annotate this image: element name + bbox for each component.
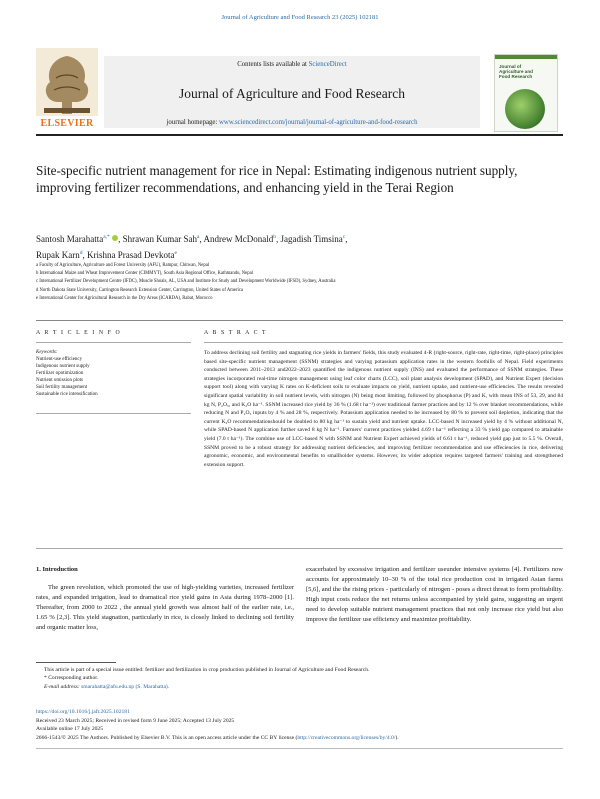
contents-available-line	[104, 61, 480, 68]
cover-title: Journal of Agriculture and Food Research	[499, 64, 533, 80]
cover-band	[495, 55, 557, 59]
introduction-right-column	[306, 565, 563, 624]
header-divider	[36, 134, 563, 136]
introduction-paragraph: exacerbated by excessive irrigation and fertilizer useunder intensive systems [4]. Fertilizers now accounts for approximately 10–30 % of the total rice production cost in irrigated Asian farms [5,6], and the the rising prices - particularly of nitrogen - poses a direct threat to form profitability. High input costs reduce the net returns unless accompanied by yield gains, suggesting an urgent need to develop suitable nutrient management practices that not only increase rice yield but also improve the fertilizer use efficiency and maximize profitability.	[306, 566, 563, 623]
introduction-heading: 1. Introduction	[36, 566, 78, 573]
keywords-block	[36, 349, 191, 398]
corresponding-author-note: * Corresponding author.	[44, 675, 99, 682]
affiliation-item: d North Dakota State University, Carrington Research Extension Center, Carrington, United States of America	[36, 287, 244, 293]
keyword-item: Soil fertility management	[36, 385, 88, 390]
keywords-rule	[36, 413, 191, 414]
journal-citation[interactable]: Journal of Agriculture and Food Research 23 (2025) 102181	[221, 14, 379, 21]
cover-image	[505, 89, 545, 129]
keyword-item: Indigenous nutrient supply	[36, 364, 90, 369]
footnotes	[36, 666, 563, 691]
doi-link[interactable]: https://doi.org/10.1016/j.jafr.2025.102181	[36, 709, 130, 715]
introduction-left-column	[36, 583, 294, 633]
affiliation-item: a Faculty of Agriculture, Agriculture and Forest University (AFU), Rampur, Chitwan, Nepal	[36, 263, 210, 268]
license-line	[36, 734, 563, 743]
abstract-rule	[204, 342, 563, 343]
abstract-end-rule	[36, 548, 563, 549]
article-title: Site-specific nutrient management for rice in Nepal: Estimating indigenous nutrient supply, improving fertilizer recommendations, and enhancing yield in the Terai Region	[36, 163, 518, 195]
affiliation-list	[36, 262, 556, 303]
homepage-prefix: journal homepage:	[166, 119, 219, 126]
author-name[interactable]: Santosh Marahatta	[36, 234, 104, 244]
received-dates: Received 23 March 2025; Received in revised form 9 June 2025; Accepted 13 July 2025	[36, 717, 235, 724]
footnote-rule	[36, 662, 116, 663]
article-info-rule	[36, 342, 191, 343]
affiliation-item: e International Center for Agricultural Research in the Dry Areas (ICARDA), Rabat, Morocco	[36, 295, 213, 301]
article-info-heading: A R T I C L E I N F O	[36, 330, 122, 336]
author-affil-mark[interactable]: d	[79, 250, 83, 256]
author-affil-mark[interactable]: c	[342, 234, 346, 240]
keywords-label: Keywords:	[36, 350, 58, 355]
author-name[interactable]: Jagadish Timsina	[280, 234, 343, 244]
author-affil-mark[interactable]: e	[174, 250, 177, 256]
abstract-heading: A B S T R A C T	[204, 330, 268, 336]
sciencedirect-link[interactable]: ScienceDirect	[308, 61, 347, 68]
keyword-item: Fertilizer opotimization	[36, 371, 84, 376]
author-affil-mark[interactable]: a	[197, 234, 200, 240]
footer-rule	[36, 748, 563, 749]
elsevier-wordmark[interactable]: ELSEVIER	[40, 118, 94, 129]
keyword-item: Nutrient omission plots	[36, 378, 83, 383]
keyword-item: Nutrient-use efficiency	[36, 357, 83, 362]
affiliation-item: b International Maize and Wheat Improvement Center (CIMMYT), South Asia Regional Office, Kathmandu, Nepal	[36, 271, 253, 277]
available-online: Available online 17 July 2025	[36, 726, 104, 732]
license-suffix: ).	[395, 734, 399, 741]
journal-homepage-line	[104, 119, 480, 126]
author-name[interactable]: Rupak Karn	[36, 250, 80, 260]
author-name[interactable]: Shrawan Kumar Sah	[122, 234, 198, 244]
publication-info	[36, 708, 563, 742]
author-name[interactable]: Krishna Prasad Devkota	[87, 250, 175, 260]
email-label: E-mail address:	[44, 683, 82, 690]
contents-prefix: Contents lists available at	[237, 61, 309, 68]
journal-homepage-link[interactable]: www.sciencedirect.com/journal/journal-of-agriculture-and-food-research	[219, 119, 418, 126]
author-name[interactable]: Andrew McDonald	[203, 234, 274, 244]
orcid-icon[interactable]	[112, 235, 118, 241]
email-link[interactable]: smarahatta@afu.edu.np (S. Marahatta).	[81, 683, 170, 690]
license-link[interactable]: http://creativecommons.org/licenses/by/4.0/	[297, 734, 396, 741]
keyword-item: Sustainable rice intensification	[36, 392, 98, 397]
author-affil-mark[interactable]: a,*	[103, 234, 110, 240]
email-line	[36, 683, 563, 691]
author-list: Santosh Marahatta$^{a,*}$ , Shrawan Kumar Sah$^a$, Andrew McDonald$^b$, Jagadish Timsina$^c$, Rupak Karn$^d$, Krishna Prasad Devkota$^e$	[36, 234, 348, 260]
abstract-body: To address declining soil fertility and stagnating rice yields in farmers' fields, this study evaluated 4-R (right-source, right-rate, right-time, right-place) principles based site-specific nutrient management (SSNM) strategies and varying potassium application rates in the western foothills of Nepal. Field experiments conducted between 2011–2013 and2022–2023 quantified the indigenous nutrient supply (INS) and evaluated the performance of SSNM strategies. These strategies incorporated real-time nitrogen management using leaf color charts (LCC), soil plant analysis development (SPAD), and Nutrient Expert (decision support tool) along with varying K rates on K-deficient soils to evaluate impacts on yield, nutrient uptake, and nutrient-use efficiencies. The results revealed significant spatial variability in soil nutrient levels, with nitrogen (N) being most limiting, followed by phosphorus (P) and K, with mean INS of 53, 29, and 84 kg N, P₂O₅, and K₂O ha⁻¹. SSNM increased rice yield by 36 % (1.68 t ha⁻¹) over traditional farmer practices and by 12 % over blanket recommendations, while reducing N and P₂O₅ inputs by 4 % and 28 %, respectively. Potassium application needed to be increased by 80 % to prevent soil depletion, indicating that the current K₂O recommendationshould be doubled to 80 kg ha⁻¹ to sustain yield and nutrient uptake. LCC-based N increased yield by 4 % without additional N, while SPAD-based N application further saved 8 kg N ha⁻¹. Farmers' current practices yielded 4.69 t ha⁻¹ reflecting a 33 % yield gap compared to attainable yield (7.0 t ha⁻¹). The combine use of LCC-based N with SSNM and Nutrient Expert achieved yields of 6.61 t ha⁻¹, reduced yield gap just to 5.5 %. Overall, SSNM proved to be a robust strategy for addressing nutrient deficiencies, and improving fertilizer recommendation and use effeciencies in rice, delivering agronomic, economic, and environmental benefits to smallholder systems. However, its wider adoption requires targeted farmers' training and strengthened extension support.	[204, 350, 563, 468]
special-issue-note: This article is part of a special issue entitled: fertilizer and fertilization in crop production published in Journal of Agriculture and Food Research.	[44, 667, 370, 673]
section-divider	[36, 320, 563, 321]
license-prefix: 2666-1543/© 2025 The Authors. Published by Elsevier B.V. This is an open access article under the CC BY license (	[36, 734, 298, 741]
journal-title: Journal of Agriculture and Food Research	[178, 86, 406, 101]
journal-cover-thumbnail[interactable]	[494, 54, 558, 132]
author-affil-mark[interactable]: b	[273, 234, 276, 240]
introduction-paragraph: The green revolution, which promoted the use of high-yielding varieties, increased fertilizer rates, and expanded irrigation, lead to dramatical rice yield gains in Asia during 1978–2000 [1]. Thereafter, from 2000 to 2022 , the annual yield growth was almost half of the earlier rate, i.e., 1.65 % [2,3]. This yield stagnation, particularly in rice, is closely linked to declining soil fertility and organic matter loss,	[36, 584, 294, 631]
affiliation-item: c International Fertilizer Development Centre (IFDC), Muscle Shoals, AL, USA and Institute for Study and Development Worldwide (IFSD), Sydney, Australia	[36, 279, 336, 285]
